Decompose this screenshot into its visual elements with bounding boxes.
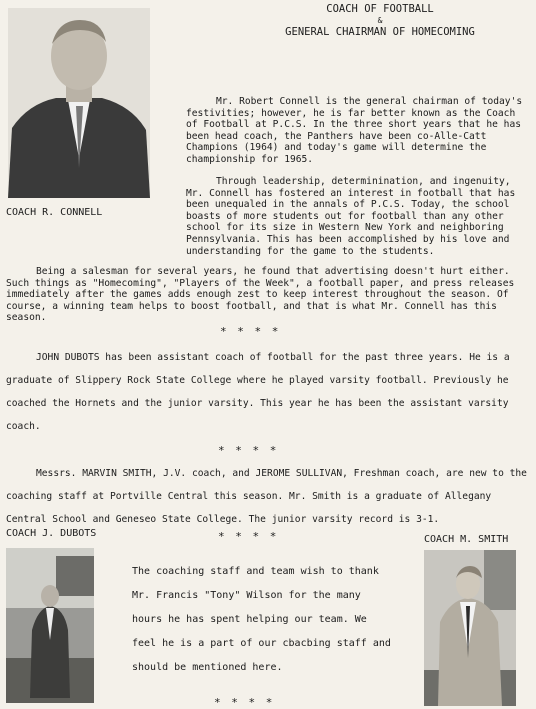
smith-paragraph: Messrs. MARVIN SMITH, J.V. coach, and JEROME SULLIVAN, Freshman coach, are new to the coaching staff at Portville Central this season. Mr. Smith is a graduate of Allegany Central School and Geneseo State College. The junior varsity record is 3-1. [6, 468, 527, 525]
connell-paragraph-2: Through leadership, determinination, and ingenuity, Mr. Connell has fostered an interest in football that has been unequaled in the annals of P.C.S. Today, the school boasts of more students out for football than any other school for its size in Western New York and neighboring Pennsylvania. This has been accomplished by his love and understanding for the game to the students. [186, 176, 516, 257]
connell-paragraph-3: Being a salesman for several years, he found that advertising doesn't hurt either. Such things as "Homecoming", "Players of the Week", a football paper, and press releases immediately after the games adds enough zest to keep interest throughout the season. Of course, a winning team helps to boost football, and that is what Mr. Connell has this season. [6, 266, 515, 324]
separator-stars-2: * * * * [218, 444, 279, 457]
photo-coach-connell [8, 8, 150, 198]
closing-paragraph: The coaching staff and team wish to thank Mr. Francis "Tony" Wilson for the many hours he has spent helping our team. We feel he is a part of our cbacbing staff and should be mentioned here. [132, 566, 391, 673]
dubots-paragraph: JOHN DUBOTS has been assistant coach of football for the past three years. He is a graduate of Slippery Rock State College where he played varsity football. Previously he coached the Hornets and the junior varsity. This year he has been the assistant varsity coach. [6, 352, 510, 432]
title-line-3: GENERAL CHAIRMAN OF HOMECOMING [285, 26, 475, 38]
caption-connell: COACH R. CONNELL [6, 207, 103, 218]
photo-coach-smith [424, 550, 516, 706]
portrait-dubots-image [6, 548, 94, 703]
title-line-1: COACH OF FOOTBALL [326, 3, 434, 15]
portrait-connell-image [8, 8, 150, 198]
page-title [280, 2, 480, 39]
portrait-smith-image [424, 550, 516, 706]
separator-stars-1: * * * * [220, 325, 281, 338]
separator-stars-4: * * * * [214, 696, 275, 709]
separator-stars-3: * * * * [218, 530, 279, 543]
photo-coach-dubots [6, 548, 94, 703]
title-line-2: & [377, 16, 383, 25]
caption-smith: COACH M. SMITH [424, 534, 509, 545]
caption-dubots: COACH J. DUBOTS [6, 528, 97, 539]
connell-paragraph-1: Mr. Robert Connell is the general chairman of today's festivities; however, he is far better known as the Coach of Football at P.C.S. In the three short years that he has been head coach, the Panthers have been co-Alle-Catt Champions (1964) and today's game will determine the championship for 1965. [186, 96, 523, 165]
